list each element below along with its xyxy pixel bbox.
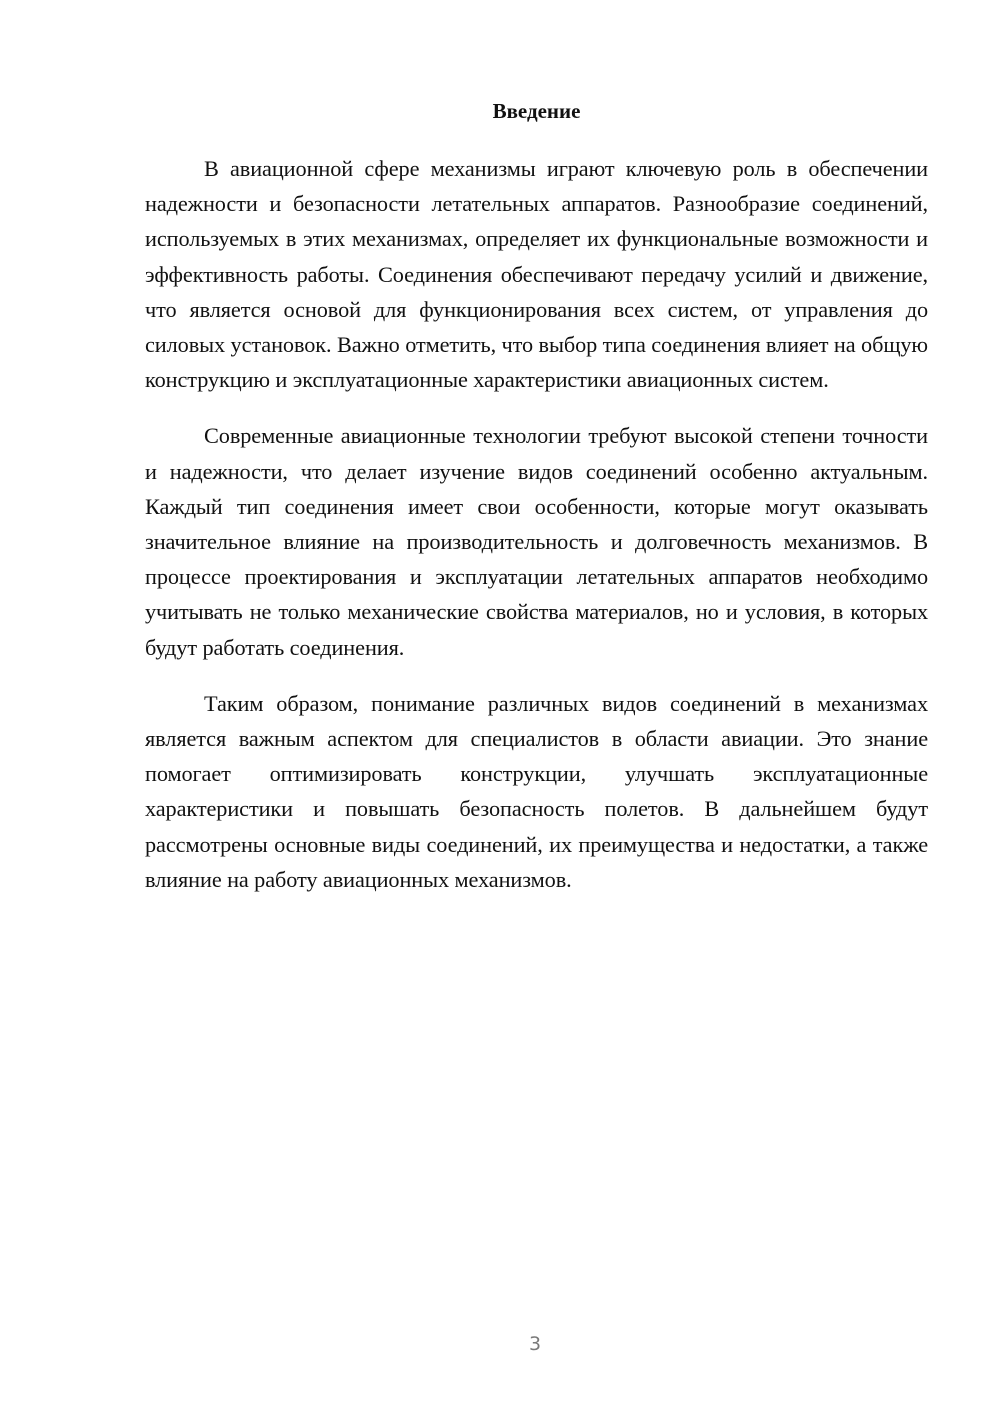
paragraph-3: Таким образом, понимание различных видов соединений в механизмах является важным аспектом для специалистов в области авиации. Это знание помогает оптимизировать конструкции, улучшать эксплуатационные характеристики и повышать безопасность полетов. В дальнейшем будут рассмотрены основные виды соединений, их преимущества и недостатки, а также влияние на работу авиационных механизмов. [145, 690, 928, 892]
page-number: 3 [528, 1333, 542, 1355]
paragraph-1: В авиационной сфере механизмы играют ключевую роль в обеспечении надежности и безопасности летательных аппаратов. Разнообразие соединений, используемых в этих механизмах, определяет их функциональные возможности и эффективность работы. Соединения обеспечивают передачу усилий и движение, что является основой для функционирования всех систем, от управления до силовых установок. Важно отметить, что выбор типа соединения влияет на общую конструкцию и эксплуатационные характеристики авиационных систем. [145, 156, 928, 393]
section-title: Введение [492, 99, 581, 123]
page-content [145, 96, 928, 918]
paragraph-2: Современные авиационные технологии требуют высокой степени точности и надежности, что делает изучение видов соединений особенно актуальным. Каждый тип соединения имеет свои особенности, которые могут оказывать значительное влияние на производительность и долговечность механизмов. В процессе проектирования и эксплуатации летательных аппаратов необходимо учитывать не только механические свойства материалов, но и условия, в которых будут работать соединения. [145, 423, 928, 660]
